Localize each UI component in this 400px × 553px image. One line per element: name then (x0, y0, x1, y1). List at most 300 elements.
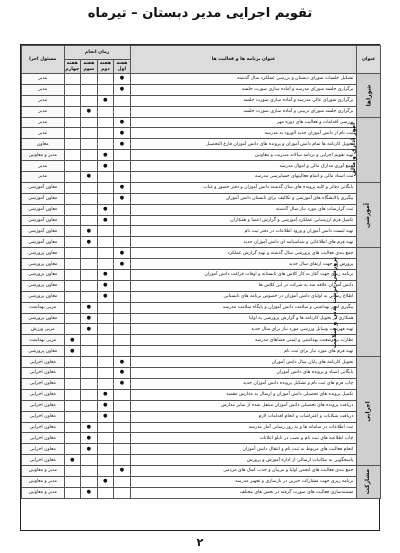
week-2-cell (97, 357, 114, 368)
week-4-cell (64, 161, 81, 172)
week-2-cell (97, 204, 114, 215)
table-row (22, 193, 381, 204)
week-4-cell (64, 302, 81, 313)
task-cell: دانش آموزان علاقه مند به شرکت در این کلاس ها (130, 280, 357, 291)
week-2-cell (97, 422, 114, 433)
week-3-cell (81, 259, 98, 270)
task-cell: جمع بندی فعالیت های پرورشی سال گذشته و تهیه گزارش عملکرد (130, 248, 357, 259)
responsible-cell: معاون اجرایی (22, 422, 65, 433)
table-row (22, 302, 381, 313)
week-2-cell (97, 182, 114, 193)
responsible-cell: مدیر (22, 161, 65, 172)
week-1-cell (114, 248, 131, 259)
week-3-cell (81, 324, 98, 335)
week-3-cell (81, 172, 98, 183)
responsible-cell: معاون (22, 139, 65, 150)
responsible-cell: معاون اجرایی (22, 455, 65, 466)
task-cell: تکمیل فرم ارزشیابی عملکرد آموزشی و گزارش اعضا و همکاران (130, 215, 357, 226)
week-4-cell (64, 476, 81, 487)
week-1-cell (114, 74, 131, 85)
task-cell: ثبت اطلاعات در سامانه ها و به روز رسانی آمار مدرسه (130, 422, 357, 433)
week-4-cell (64, 117, 81, 128)
task-cell: ثبت گزارشات های مورد نیاز سال گذشته (130, 204, 357, 215)
task-cell: تحویل کارنامه ها تمام دانش آموزان و پرونده های دانش آموزان فارغ التحصیل (130, 139, 357, 150)
week-2-cell (97, 444, 114, 455)
week-1-cell (114, 357, 131, 368)
week-1-cell (114, 280, 131, 291)
scheduled-mark-icon: ● (103, 97, 108, 104)
task-cell: جمع بندی فعالیت های انجمن اولیا و مربیان و جذب کمک های مردمی (130, 466, 357, 477)
week-2-cell (97, 433, 114, 444)
week-2-cell (97, 346, 114, 357)
week-3-cell (81, 248, 98, 259)
week-1-cell (114, 84, 131, 95)
task-cell: برنامه ریزی جهت مشارکت خیرین در بازسازی و تجهیز مدرسه (130, 476, 357, 487)
week-2-cell (97, 476, 114, 487)
week-1-cell (114, 172, 131, 183)
table-row (22, 433, 381, 444)
table-row (22, 204, 381, 215)
responsible-cell: معاون آموزشی (22, 193, 65, 204)
week-2-cell (97, 226, 114, 237)
week-4-cell (64, 270, 81, 281)
table-row (22, 270, 381, 281)
week-4-cell (64, 172, 81, 183)
week-3-cell (81, 128, 98, 139)
task-cell: نظارت بر وضعیت بهداشتی و ایمنی فضاهای مدرسه (130, 335, 357, 346)
week-1-cell (114, 270, 131, 281)
scheduled-mark-icon: ● (119, 195, 125, 202)
week-2-cell (97, 400, 114, 411)
week-3-cell (81, 291, 98, 302)
table-row (22, 215, 381, 226)
week-4-cell (64, 215, 81, 226)
week-3-cell (81, 487, 98, 498)
scheduled-mark-icon: ● (86, 108, 92, 115)
task-cell: برگزاری جلسه شورای مدرسه و آماده سازی صورت جلسه (130, 84, 357, 95)
task-cell: اطلاع رسانی به اولیای دانش آموزان در خصوص برنامه های تابستانی (130, 291, 357, 302)
task-cell: همکاری در تحویل کارنامه ها و گزارش پرورشی به اولیا (130, 313, 357, 324)
section-label-text: آموزشی (363, 202, 371, 228)
week-2-cell (97, 411, 114, 422)
week-4-cell (64, 455, 81, 466)
week-1-cell (114, 193, 131, 204)
scheduled-mark-icon: ● (119, 75, 125, 82)
task-cell: تهیه فرم های مورد نیاز برای ثبت نام (130, 346, 357, 357)
week-3-cell (81, 84, 98, 95)
scheduled-mark-icon: ● (103, 151, 108, 158)
responsible-cell: معاون پرورشی (22, 270, 65, 281)
week-4-cell (64, 357, 81, 368)
task-cell: ثبت نام از دانش آموزان جدید الورود به مدرسه (130, 128, 357, 139)
responsible-cell: مدیر (22, 106, 65, 117)
task-cell: برگزاری جلسه شورای تربیتی و آماده سازی صورت جلسه (130, 106, 357, 117)
table-row (22, 226, 381, 237)
week-3-cell (81, 357, 98, 368)
task-cell: مستندسازی فعالیت های صورت گرفته در بخش های مختلف (130, 487, 357, 498)
responsible-cell: معاون پرورشی (22, 259, 65, 270)
responsible-cell: مدیر (22, 128, 65, 139)
table-row (22, 291, 381, 302)
table-row (22, 422, 381, 433)
header-week-4: هفته چهارم (65, 61, 80, 72)
scheduled-mark-icon: ● (119, 358, 125, 365)
task-cell: چاپ فرم های ثبت نام و تشکیل پرونده دانش آموزان جدید (130, 378, 357, 389)
week-1-cell (114, 335, 131, 346)
week-4-cell (64, 84, 81, 95)
section-label (357, 74, 381, 118)
week-1-cell (114, 259, 131, 270)
task-cell: برگزاری شورای عالی مدرسه و آماده سازی صورت جلسه (130, 95, 357, 106)
table-row (22, 84, 381, 95)
task-cell: جمع آوری مدارک مالی و اموال مدرسه (130, 161, 357, 172)
week-3-cell (81, 389, 98, 400)
task-cell: تهیه لیست دانش آموزان و ورود اطلاعات در دفتر ثبت نام (130, 226, 357, 237)
section-label (357, 357, 381, 466)
responsible-cell: معاون اجرایی (22, 357, 65, 368)
table-row (22, 95, 381, 106)
table-row (22, 172, 381, 183)
scheduled-mark-icon: ● (119, 260, 125, 267)
week-1-cell (114, 150, 131, 161)
responsible-cell: معاون آموزشی (22, 226, 65, 237)
week-3-cell (81, 313, 98, 324)
week-3-cell (81, 182, 98, 193)
scheduled-mark-icon: ● (119, 369, 125, 376)
section-label-text: پرورشی، تربیت بدنی و سلامت (330, 256, 338, 348)
table-row (22, 259, 381, 270)
week-4-cell (64, 400, 81, 411)
week-1-cell (114, 226, 131, 237)
table-row (22, 357, 381, 368)
table-row (22, 128, 381, 139)
week-2-cell (97, 259, 114, 270)
task-cell: تهیه فهرست وسایل ورزشی مورد نیاز برای سال جدید (130, 324, 357, 335)
week-3-cell (81, 215, 98, 226)
scheduled-mark-icon: ● (119, 249, 125, 256)
responsible-cell: مدیر و معاونین (22, 487, 65, 498)
week-3-cell (81, 74, 98, 85)
week-3-cell (81, 476, 98, 487)
task-cell: دریافت پرونده های تحصیلی دانش آموزان منتقل شده از سایر مدارس (130, 400, 357, 411)
section-label (349, 117, 381, 182)
week-4-cell (64, 95, 81, 106)
week-3-cell (81, 150, 98, 161)
week-2-cell (97, 95, 114, 106)
scheduled-mark-icon: ● (70, 336, 75, 343)
week-4-cell (64, 248, 81, 259)
scheduled-mark-icon: ● (86, 445, 92, 452)
table-row (22, 476, 381, 487)
week-3-cell (81, 302, 98, 313)
scheduled-mark-icon: ● (103, 478, 108, 485)
week-1-cell (114, 215, 131, 226)
task-cell: پاسخگویی به مکاتبات ارسالی از اداره آموزش و پرورش (130, 455, 357, 466)
week-4-cell (64, 291, 81, 302)
week-4-cell (64, 346, 81, 357)
week-2-cell (97, 270, 114, 281)
week-3-cell (81, 378, 98, 389)
responsible-cell: معاون پرورشی (22, 346, 65, 357)
week-1-cell (114, 411, 131, 422)
calendar-table (21, 45, 381, 499)
table-row (22, 455, 381, 466)
week-1-cell (114, 291, 131, 302)
week-3-cell (81, 400, 98, 411)
scheduled-mark-icon: ● (70, 456, 75, 463)
calendar-table-frame (20, 44, 380, 531)
week-3-cell (81, 193, 98, 204)
week-1-cell (114, 368, 131, 379)
scheduled-mark-icon: ● (86, 489, 92, 496)
scheduled-mark-icon: ● (103, 282, 108, 289)
week-3-cell (81, 335, 98, 346)
week-1-cell (114, 400, 131, 411)
week-2-cell (97, 302, 114, 313)
week-2-cell (97, 128, 114, 139)
table-row (22, 411, 381, 422)
scheduled-mark-icon: ● (119, 86, 125, 93)
week-2-cell (97, 455, 114, 466)
table-row (22, 466, 381, 477)
week-3-cell (81, 444, 98, 455)
section-label (357, 466, 381, 499)
responsible-cell: مربی بهداشت (22, 335, 65, 346)
week-2-cell (97, 368, 114, 379)
responsible-cell: معاون اجرایی (22, 389, 65, 400)
table-row (22, 487, 381, 498)
responsible-cell: مدیر (22, 74, 65, 85)
week-1-cell (114, 128, 131, 139)
responsible-cell: مربی بهداشت (22, 302, 65, 313)
week-4-cell (64, 193, 81, 204)
header-task: عنوان برنامه ها و فعالیت ها (130, 46, 357, 74)
week-1-cell (114, 95, 131, 106)
week-3-cell (81, 139, 98, 150)
week-2-cell (97, 324, 114, 335)
scheduled-mark-icon: ● (86, 173, 92, 180)
task-cell: تحویل کارنامه های پایان سال دانش آموزان (130, 357, 357, 368)
week-1-cell (114, 433, 131, 444)
week-2-cell (97, 74, 114, 85)
week-1-cell (114, 378, 131, 389)
week-1-cell (114, 204, 131, 215)
task-cell: تهیه فرم های اطلاعاتی و شناسنامه ای دانش آموزان جدید (130, 237, 357, 248)
week-4-cell (64, 74, 81, 85)
scheduled-mark-icon: ● (103, 391, 108, 398)
scheduled-mark-icon: ● (119, 467, 125, 474)
week-3-cell (81, 237, 98, 248)
header-section: عنوان (357, 46, 381, 74)
scheduled-mark-icon: ● (86, 227, 92, 234)
section-label-text: مشارکت (363, 469, 371, 495)
week-4-cell (64, 433, 81, 444)
scheduled-mark-icon: ● (119, 184, 125, 191)
week-2-cell (97, 335, 114, 346)
table-row (22, 400, 381, 411)
week-3-cell (81, 455, 98, 466)
week-1-cell (114, 324, 131, 335)
responsible-cell: مدیر و معاونین (22, 150, 65, 161)
week-1-cell (114, 422, 131, 433)
header-timing-group: زمان انجام (64, 46, 130, 60)
scheduled-mark-icon: ● (86, 423, 92, 430)
week-1-cell (114, 182, 131, 193)
week-3-cell (81, 433, 98, 444)
task-cell: بررسی اقدامات و فعالیت های دوره مهر (130, 117, 357, 128)
calendar-body (22, 74, 381, 499)
scheduled-mark-icon: ● (103, 216, 108, 223)
table-row (22, 237, 381, 248)
scheduled-mark-icon: ● (86, 434, 92, 441)
week-4-cell (64, 259, 81, 270)
table-row (22, 389, 381, 400)
scheduled-mark-icon: ● (86, 325, 92, 332)
week-2-cell (97, 215, 114, 226)
week-4-cell (64, 335, 81, 346)
week-4-cell (64, 280, 81, 291)
week-4-cell (64, 106, 81, 117)
week-1-cell (114, 455, 131, 466)
responsible-cell: معاون اجرایی (22, 368, 65, 379)
week-3-cell (81, 226, 98, 237)
responsible-cell: معاون آموزشی (22, 204, 65, 215)
table-row (22, 368, 381, 379)
responsible-cell: معاون اجرایی (22, 400, 65, 411)
week-1-cell (114, 444, 131, 455)
week-1-cell (114, 487, 131, 498)
task-cell: برنامه ریزی جهت آغاز به کار کلاس های تابستانه و اوقات فراغت دانش آموزان (130, 270, 357, 281)
responsible-cell: مدیر (22, 84, 65, 95)
week-4-cell (64, 139, 81, 150)
week-4-cell (64, 204, 81, 215)
task-cell: ثبت اسناد مالی و اتمام فعالیتهای حسابرسی مدرسه (130, 172, 357, 183)
table-row (22, 444, 381, 455)
scheduled-mark-icon: ● (103, 402, 108, 409)
task-cell: پیگیری پالایشگاه های آموزشی و تکالیف برای تابستان دانش آموزان (130, 193, 357, 204)
scheduled-mark-icon: ● (119, 129, 125, 136)
week-2-cell (97, 117, 114, 128)
week-1-cell (114, 389, 131, 400)
week-2-cell (97, 466, 114, 477)
page-number: ۲ (196, 536, 204, 549)
week-3-cell (81, 422, 98, 433)
table-row (22, 182, 381, 193)
week-4-cell (64, 466, 81, 477)
scheduled-mark-icon: ● (86, 304, 92, 311)
responsible-cell: معاون اجرایی (22, 433, 65, 444)
task-cell: تکمیل پرونده های تحصیلی دانش آموزان و ارسال به مدارس مقصد (130, 389, 357, 400)
header-week-3: هفته سوم (81, 60, 98, 74)
week-2-cell (97, 150, 114, 161)
responsible-cell: مدیر و معاونین (22, 476, 65, 487)
table-row (22, 248, 381, 259)
responsible-cell: مدیر (22, 172, 65, 183)
scheduled-mark-icon: ● (103, 162, 108, 169)
week-1-cell (114, 466, 131, 477)
week-3-cell (81, 106, 98, 117)
week-3-cell (81, 204, 98, 215)
section-label-text: امور اداری و مالی (349, 123, 357, 177)
week-2-cell (97, 389, 114, 400)
scheduled-mark-icon: ● (86, 238, 92, 245)
task-cell: دریافت شکایات و اعتراضات و انجام اقدامات لازم (130, 411, 357, 422)
week-1-cell (114, 476, 131, 487)
page-title: تقویم اجرایی مدیر دبستان – تیرماه (87, 6, 313, 21)
responsible-cell: معاون آموزشی (22, 182, 65, 193)
week-4-cell (64, 378, 81, 389)
week-2-cell (97, 139, 114, 150)
scheduled-mark-icon: ● (119, 118, 125, 125)
week-2-cell (97, 106, 114, 117)
task-cell: انجام فعالیت های مربوط به ثبت نام و انتقال دانش آموزان (130, 444, 357, 455)
week-1-cell (114, 161, 131, 172)
week-3-cell (81, 280, 98, 291)
task-cell: تشکیل جلسات شورای دبستان و بررسی عملکرد سال گذشته (130, 74, 357, 85)
week-1-cell (114, 237, 131, 248)
section-label-text: شوراها (365, 84, 373, 107)
week-1-cell (114, 106, 131, 117)
responsible-cell: معاون اجرایی (22, 444, 65, 455)
header-responsible: مسئول اجرا (22, 46, 65, 74)
scheduled-mark-icon: ● (103, 271, 108, 278)
table-row (22, 324, 381, 335)
week-3-cell (81, 95, 98, 106)
responsible-cell: مدیر و معاونین (22, 466, 65, 477)
week-1-cell (114, 346, 131, 357)
week-2-cell (97, 161, 114, 172)
week-3-cell (81, 270, 98, 281)
scheduled-mark-icon: ● (119, 140, 125, 147)
week-4-cell (64, 182, 81, 193)
week-1-cell (114, 302, 131, 313)
week-3-cell (81, 411, 98, 422)
section-label (357, 182, 381, 247)
scheduled-mark-icon: ● (86, 314, 92, 321)
responsible-cell: معاون اجرایی (22, 378, 65, 389)
week-2-cell (97, 248, 114, 259)
table-row (22, 378, 381, 389)
week-3-cell (81, 466, 98, 477)
table-row (22, 106, 381, 117)
scheduled-mark-icon: ● (103, 293, 108, 300)
table-row (22, 346, 381, 357)
week-2-cell (97, 487, 114, 498)
week-2-cell (97, 291, 114, 302)
responsible-cell: معاون پرورشی (22, 248, 65, 259)
task-cell: تهیه تقویم اجرایی و برنامه سالانه مدیریت و معاونین (130, 150, 357, 161)
week-4-cell (64, 313, 81, 324)
header-week-2: هفته دوم (97, 60, 114, 74)
week-2-cell (97, 378, 114, 389)
table-row (22, 117, 381, 128)
responsible-cell: معاون پرورشی (22, 291, 65, 302)
week-2-cell (97, 313, 114, 324)
week-4-cell (64, 128, 81, 139)
week-2-cell (97, 237, 114, 248)
week-1-cell (114, 313, 131, 324)
week-1-cell (114, 117, 131, 128)
responsible-cell: معاون آموزشی (22, 215, 65, 226)
task-cell: بایگانی دفاتر و کلیه پرونده های سال گذشته دانش آموزان و دفتر حضور و غیاب (130, 182, 357, 193)
scheduled-mark-icon: ● (70, 347, 75, 354)
scheduled-mark-icon: ● (103, 413, 108, 419)
task-cell: چاپ اطلاعیه های ثبت نام و نصب در تابلو اعلانات (130, 433, 357, 444)
week-3-cell (81, 161, 98, 172)
scheduled-mark-icon: ● (103, 206, 108, 213)
responsible-cell: مدیر (22, 95, 65, 106)
week-4-cell (64, 389, 81, 400)
